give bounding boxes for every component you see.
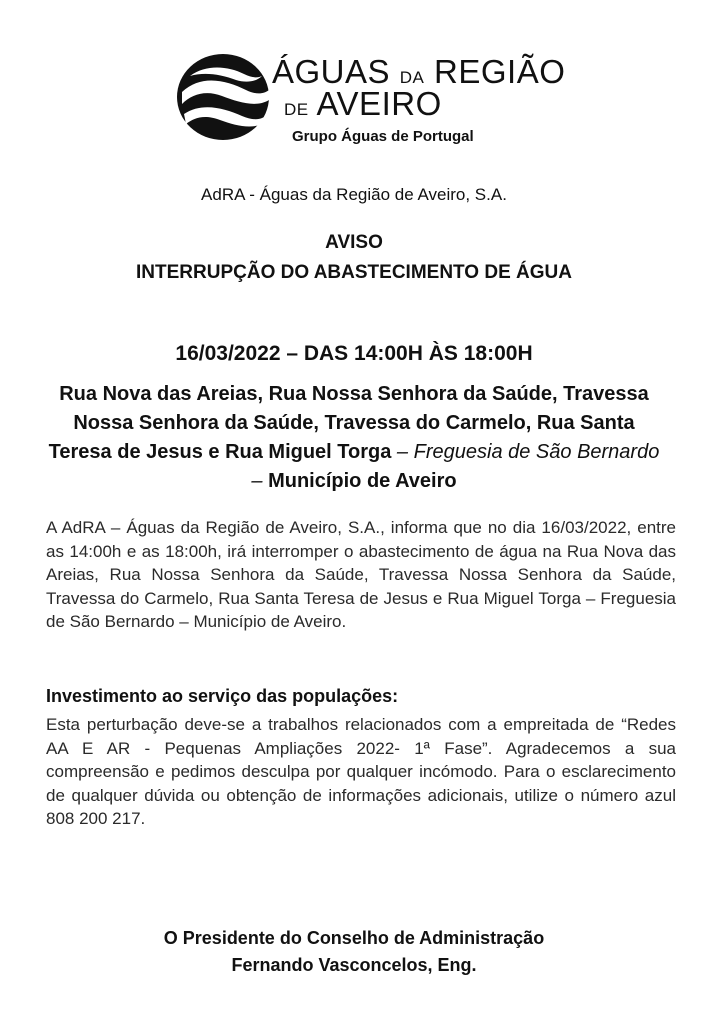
brand-name-line1: ÁGUAS DA REGIÃO [272,53,566,90]
interruption-datetime: 16/03/2022 – DAS 14:00H ÀS 18:00H [175,342,533,365]
notice-title: AVISO [325,232,383,253]
notice-subtitle: INTERRUPÇÃO DO ABASTECIMENTO DE ÁGUA [136,262,572,283]
investment-heading: Investimento ao serviço das populações: [46,686,399,706]
water-waves-logo-icon [176,52,271,142]
signature-block [0,925,708,979]
affected-streets: Rua Nova das Areias, Rua Nossa Senhora da Saúde, Travessa Nossa Senhora da Saúde, Travessa do Carmelo, Rua Santa Teresa de Jesus e Rua Miguel Torga – Freguesia de São Bernardo – Município de Aveiro [48,383,660,492]
company-logo [176,52,566,152]
investment-text: Esta perturbação deve-se a trabalhos relacionados com a empreitada de “Redes AA E AR - Pequenas Ampliações 2022- 1ª Fase”. Agradecemos a sua compreensão e pedimos desculpa por qualquer incómodo. Para o esclarecimento de qualquer dúvida ou obtenção de informações adicionais, utilize o número azul 808 200 217. [46,715,676,829]
notice-body: A AdRA – Águas da Região de Aveiro, S.A., informa que no dia 16/03/2022, entre as 14:00h e as 18:00h, irá interromper o abastecimento de água na Rua Nova das Areias, Rua Nossa Senhora da Saúde, Travessa Nossa Senhora da Saúde, Travessa do Carmelo, Rua Santa Teresa de Jesus e Rua Miguel Torga – Freguesia de São Bernardo – Município de Aveiro. [46,518,676,632]
brand-name-line2: DE AVEIRO [284,85,442,122]
brand-group-name: Grupo Águas de Portugal [292,128,474,145]
parish: Freguesia de São Bernardo [413,441,660,463]
signature-role: O Presidente do Conselho de Administração [163,928,545,948]
municipality: Município de Aveiro [268,470,457,492]
street-names: Rua Nova das Areias, Rua Nossa Senhora da Saúde, Travessa Nossa Senhora da Saúde, Travessa do Carmelo, Rua Santa Teresa de Jesus e Rua Miguel Torga [48,383,649,463]
signature-name: Fernando Vasconcelos, Eng. [231,955,477,975]
company-name: AdRA - Águas da Região de Aveiro, S.A. [201,185,507,204]
